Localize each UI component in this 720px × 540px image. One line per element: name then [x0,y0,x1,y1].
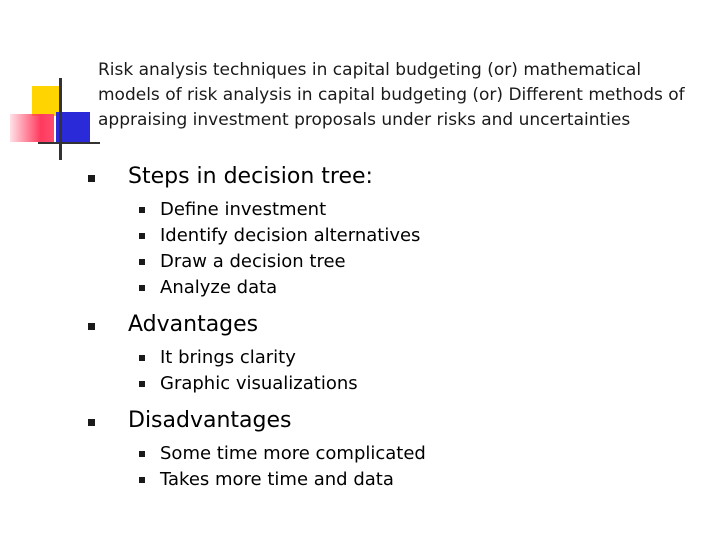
section-heading-advantages [88,310,698,346]
section-heading-text: Advantages [128,312,259,337]
square-bullet-icon [139,285,145,291]
list-item [88,372,698,398]
square-bullet-icon [88,175,95,182]
list-item-text: Define investment [160,199,327,220]
list-item-text: Takes more time and data [160,469,394,490]
list-item [88,468,698,494]
list-item [88,224,698,250]
square-bullet-icon [139,355,145,361]
list-item-text: Some time more complicated [160,443,426,464]
list-item-text: Graphic visualizations [160,373,358,394]
decorative-logo [0,0,100,170]
section-heading-text: Disadvantages [128,408,292,433]
section-heading-steps [88,162,698,198]
square-bullet-icon [139,381,145,387]
square-bullet-icon [139,259,145,265]
list-item [88,276,698,302]
square-bullet-icon [139,207,145,213]
list-item [88,442,698,468]
square-bullet-icon [139,233,145,239]
list-item-text: Draw a decision tree [160,251,346,272]
list-item [88,198,698,224]
square-bullet-icon [88,419,95,426]
slide-title: Risk analysis techniques in capital budgeting (or) mathematical models of risk analysis in capital budgeting (or) Different methods of appraising investment proposals under risks and uncertainties [98,60,685,130]
list-item-text: Identify decision alternatives [160,225,421,246]
list-item-text: It brings clarity [160,347,296,368]
list-item-text: Analyze data [160,277,278,298]
logo-red-bar [10,114,54,142]
list-item [88,250,698,276]
slide-content [88,162,698,494]
section-heading-disadvantages [88,406,698,442]
list-item [88,346,698,372]
square-bullet-icon [88,323,95,330]
section-heading-text: Steps in decision tree: [128,164,373,189]
square-bullet-icon [139,451,145,457]
square-bullet-icon [139,477,145,483]
logo-vertical-line [59,78,62,160]
logo-horizontal-line [38,142,100,144]
